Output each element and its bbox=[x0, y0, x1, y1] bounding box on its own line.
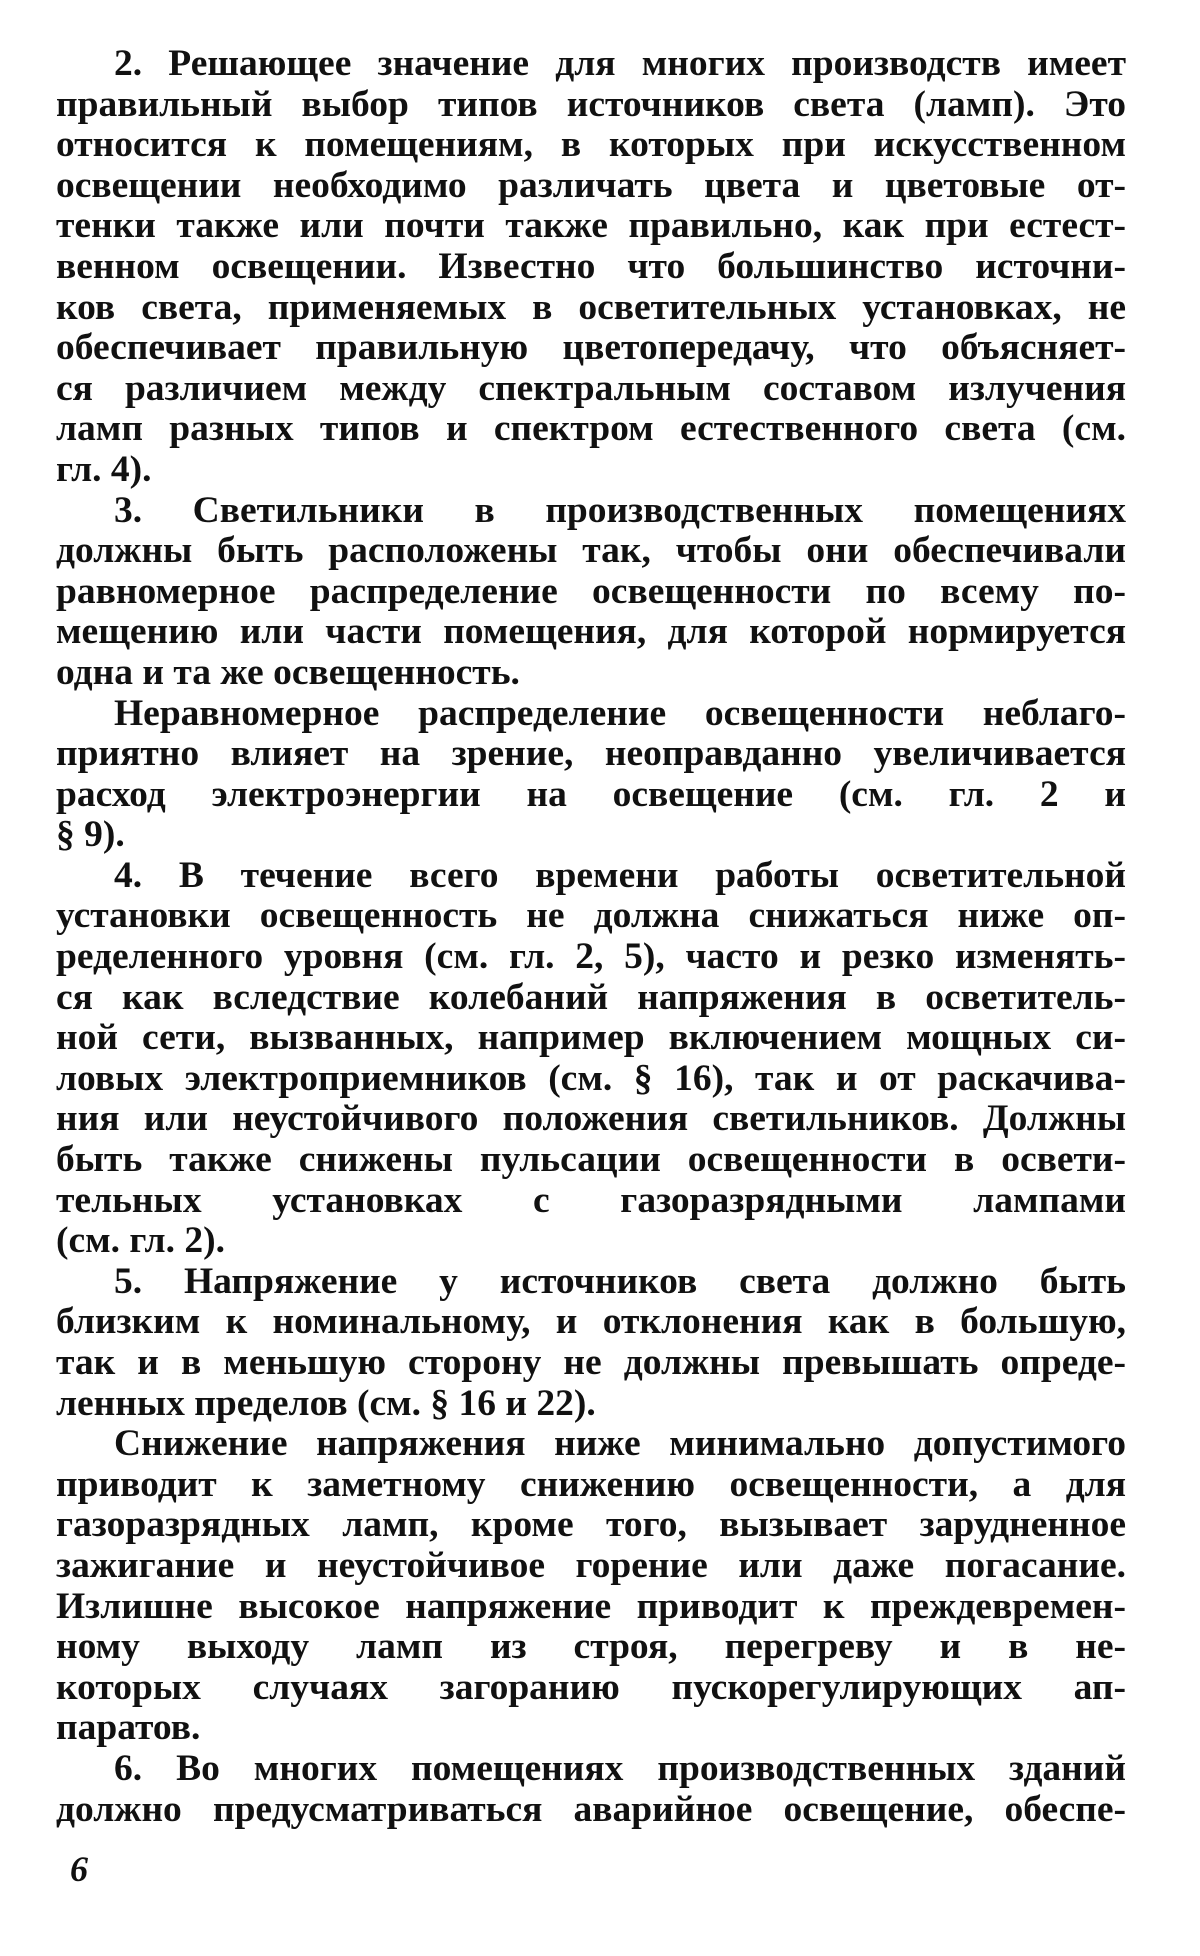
text-line: газоразрядных ламп, кроме того, вызывает зарудненное bbox=[56, 1505, 1126, 1546]
text-line: тенки также или почти также правильно, как при естест- bbox=[56, 206, 1126, 247]
text-line: 3. Светильники в производственных помещениях bbox=[114, 490, 1126, 531]
text-line: ся различием между спектральным составом излучения bbox=[56, 368, 1126, 409]
text-line: ному выходу ламп из строя, перегреву и в не- bbox=[56, 1627, 1126, 1668]
text-line: ловых электроприемников (см. § 16), так и от раскачива- bbox=[56, 1058, 1126, 1099]
text-line: Излишне высокое напряжение приводит к преждевремен- bbox=[56, 1586, 1126, 1627]
page-number: 6 bbox=[70, 1849, 88, 1889]
text-line: ламп разных типов и спектром естественного света (см. bbox=[56, 409, 1126, 450]
text-line: ния или неустойчивого положения светильников. Должны bbox=[56, 1099, 1126, 1140]
text-line: § 9). bbox=[56, 815, 125, 856]
text-line: ной сети, вызванных, например включением мощных си- bbox=[56, 1018, 1126, 1059]
text-line: установки освещенность не должна снижаться ниже оп- bbox=[56, 896, 1126, 937]
text-line: освещении необходимо различать цвета и цветовые от- bbox=[56, 165, 1126, 206]
text-line: должны быть расположены так, чтобы они обеспечивали bbox=[56, 531, 1126, 572]
paragraph-p5b bbox=[56, 1424, 1126, 1749]
text-line: Снижение напряжения ниже минимально допустимого bbox=[114, 1424, 1126, 1465]
text-line: относится к помещениям, в которых при искусственном bbox=[56, 125, 1126, 166]
text-line: обеспечивает правильную цветопередачу, что объясняет- bbox=[56, 328, 1126, 369]
text-line: ся как вследствие колебаний напряжения в осветитель- bbox=[56, 977, 1126, 1018]
text-line: одна и та же освещенность. bbox=[56, 652, 520, 693]
text-line: расход электроэнергии на освещение (см. гл. 2 и bbox=[56, 774, 1126, 815]
text-line: приводит к заметному снижению освещенности, а для bbox=[56, 1464, 1126, 1505]
text-line: зажигание и неустойчивое горение или даже погасание. bbox=[56, 1545, 1126, 1586]
text-line: гл. 4). bbox=[56, 449, 152, 490]
text-line: приятно влияет на зрение, неоправданно увеличивается bbox=[56, 734, 1126, 775]
paragraph-p3b bbox=[56, 694, 1126, 856]
text-line: должно предусматриваться аварийное освещение, обеспе- bbox=[56, 1789, 1126, 1830]
paragraph-p3 bbox=[56, 491, 1126, 694]
paragraph-p4 bbox=[56, 856, 1126, 1262]
text-line: быть также снижены пульсации освещенности в освети- bbox=[56, 1140, 1126, 1181]
text-line: ков света, применяемых в осветительных установках, не bbox=[56, 287, 1126, 328]
text-line: равномерное распределение освещенности по всему по- bbox=[56, 571, 1126, 612]
text-line: (см. гл. 2). bbox=[56, 1221, 225, 1262]
text-line: 4. В течение всего времени работы осветительной bbox=[114, 855, 1126, 896]
text-line: паратов. bbox=[56, 1708, 201, 1749]
page-body bbox=[56, 44, 1126, 1830]
text-line: Неравномерное распределение освещенности неблаго- bbox=[114, 693, 1126, 734]
text-line: 2. Решающее значение для многих производств имеет bbox=[114, 44, 1126, 84]
text-line: 6. Во многих помещениях производственных зданий bbox=[114, 1748, 1126, 1789]
text-line: ределенного уровня (см. гл. 2, 5), часто и резко изменять- bbox=[56, 937, 1126, 978]
text-line: так и в меньшую сторону не должны превышать опреде- bbox=[56, 1343, 1126, 1383]
text-line: 5. Напряжение у источников света должно быть bbox=[114, 1261, 1126, 1302]
text-line: ленных пределов (см. § 16 и 22). bbox=[56, 1383, 596, 1424]
paragraph-p2 bbox=[56, 44, 1126, 491]
text-line: мещению или части помещения, для которой нормируется bbox=[56, 612, 1126, 653]
text-line: которых случаях загоранию пускорегулирующих ап- bbox=[56, 1667, 1126, 1708]
text-line: правильный выбор типов источников света (ламп). Это bbox=[56, 84, 1126, 125]
text-line: близким к номинальному, и отклонения как в большую, bbox=[56, 1302, 1126, 1343]
paragraph-p6 bbox=[56, 1749, 1126, 1830]
paragraph-p5 bbox=[56, 1262, 1126, 1424]
text-line: венном освещении. Известно что большинство источни- bbox=[56, 246, 1126, 287]
text-line: тельных установках с газоразрядными лампами bbox=[56, 1180, 1126, 1221]
